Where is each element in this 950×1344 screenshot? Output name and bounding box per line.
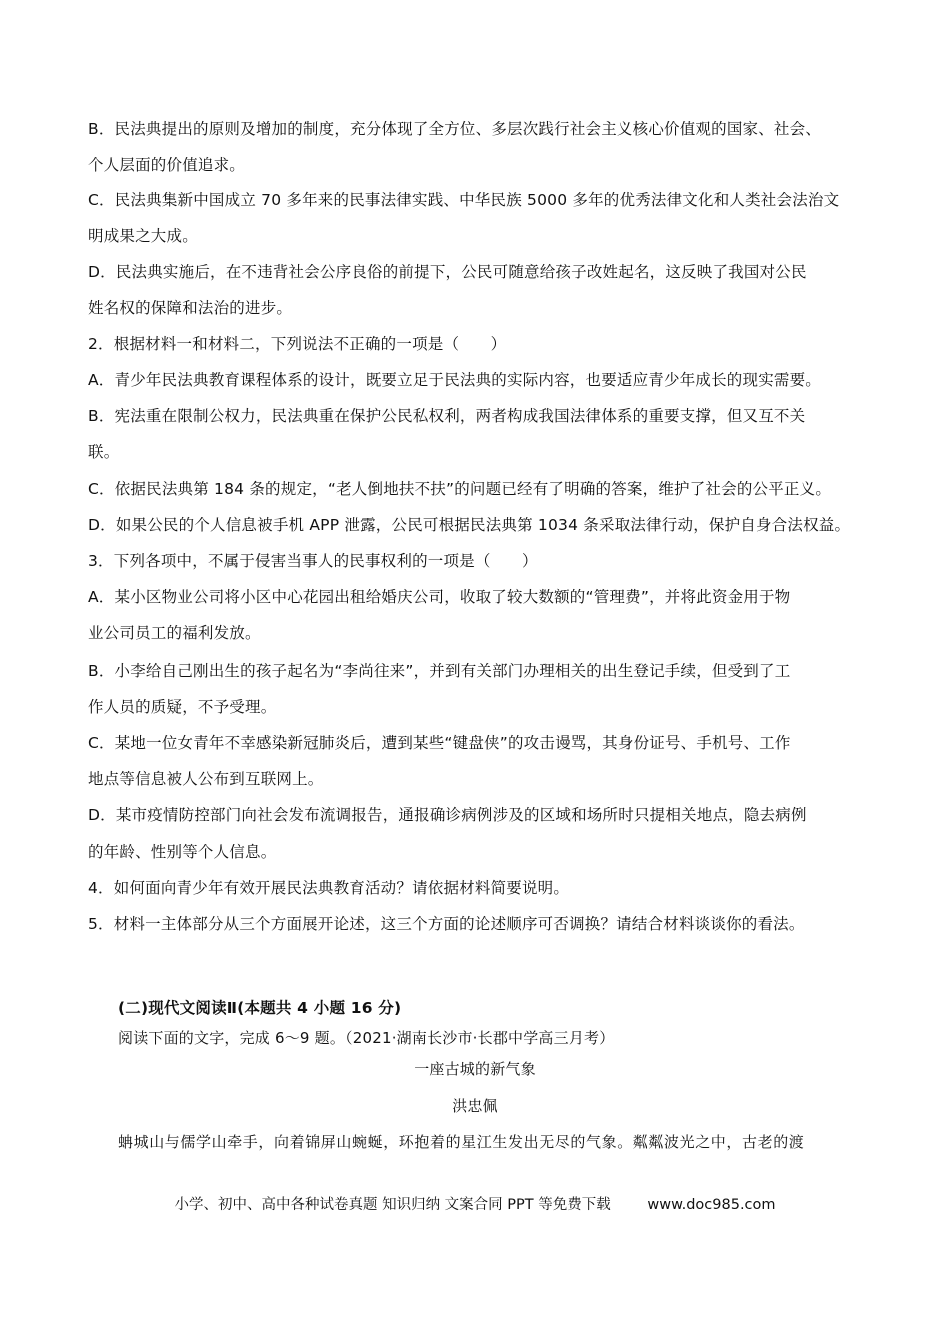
q1-option-b-line1: B．民法典提出的原则及增加的制度，充分体现了全方位、多层次践行社会主义核心价值观的国家、社会、	[88, 120, 822, 138]
footer-text: 小学、初中、高中各种试卷真题 知识归纳 文案合同 PPT 等免费下载	[174, 1197, 611, 1213]
section-heading: (二)现代文阅读Ⅱ(本题共 4 小题 16 分)	[118, 999, 402, 1017]
q3-option-c-line2: 地点等信息被人公布到互联网上。	[88, 770, 324, 788]
q2-stem: 2．根据材料一和材料二，下列说法不正确的一项是（ ）	[88, 335, 507, 353]
q2-option-d: D．如果公民的个人信息被手机 APP 泄露，公民可根据民法典第 1034 条采取法律行动，保护自身合法权益。	[88, 516, 851, 534]
q3-option-a-line1: A．某小区物业公司将小区中心花园出租给婚庆公司，收取了较大数额的“管理费”，并将此资金用于物	[88, 588, 791, 606]
article-author: 洪忠佩	[452, 1097, 498, 1115]
article-body-line: 蚺城山与儒学山牵手，向着锦屏山蜿蜒，环抱着的星江生发出无尽的气象。粼粼波光之中，古老的渡	[118, 1133, 805, 1151]
q2-option-b-line2: 联。	[88, 443, 120, 461]
page-footer	[0, 1193, 950, 1214]
q3-option-b-line1: B．小李给自己刚出生的孩子起名为“李尚往来”，并到有关部门办理相关的出生登记手续，但受到了工	[88, 662, 791, 680]
section-instruction: 阅读下面的文字，完成 6～9 题。（2021·湖南长沙市·长郡中学高三月考）	[118, 1029, 615, 1047]
footer-url[interactable]: www.doc985.com	[647, 1197, 776, 1213]
q3-option-b-line2: 作人员的质疑，不予受理。	[88, 698, 277, 716]
article-title: 一座古城的新气象	[414, 1060, 536, 1078]
q2-option-c: C．依据民法典第 184 条的规定，“老人倒地扶不扶”的问题已经有了明确的答案，维护了社会的公平正义。	[88, 480, 832, 498]
q3-option-d-line1: D．某市疫情防控部门向社会发布流调报告，通报确诊病例涉及的区域和场所时只提相关地点，隐去病例	[88, 806, 807, 824]
q3-stem: 3．下列各项中，不属于侵害当事人的民事权利的一项是（ ）	[88, 552, 538, 570]
q1-option-b-line2: 个人层面的价值追求。	[88, 156, 246, 174]
q1-option-d-line1: D．民法典实施后，在不违背社会公序良俗的前提下，公民可随意给孩子改姓起名，这反映了我国对公民	[88, 263, 807, 281]
q3-option-c-line1: C．某地一位女青年不幸感染新冠肺炎后，遭到某些“键盘侠”的攻击谩骂，其身份证号、手机号、工作	[88, 734, 791, 752]
q2-option-b-line1: B．宪法重在限制公权力，民法典重在保护公民私权利，两者构成我国法律体系的重要支撑，但又互不关	[88, 407, 806, 425]
q2-option-a: A．青少年民法典教育课程体系的设计，既要立足于民法典的实际内容，也要适应青少年成长的现实需要。	[88, 371, 822, 389]
q4-stem: 4．如何面向青少年有效开展民法典教育活动？请依据材料简要说明。	[88, 879, 570, 897]
q1-option-c-line2: 明成果之大成。	[88, 227, 198, 245]
q1-option-d-line2: 姓名权的保障和法治的进步。	[88, 299, 293, 317]
q3-option-d-line2: 的年龄、性别等个人信息。	[88, 843, 277, 861]
q1-option-c-line1: C．民法典集新中国成立 70 多年来的民事法律实践、中华民族 5000 多年的优秀法律文化和人类社会法治文	[88, 191, 840, 209]
q5-stem: 5．材料一主体部分从三个方面展开论述，这三个方面的论述顺序可否调换？请结合材料谈谈你的看法。	[88, 915, 805, 933]
q3-option-a-line2: 业公司员工的福利发放。	[88, 624, 261, 642]
